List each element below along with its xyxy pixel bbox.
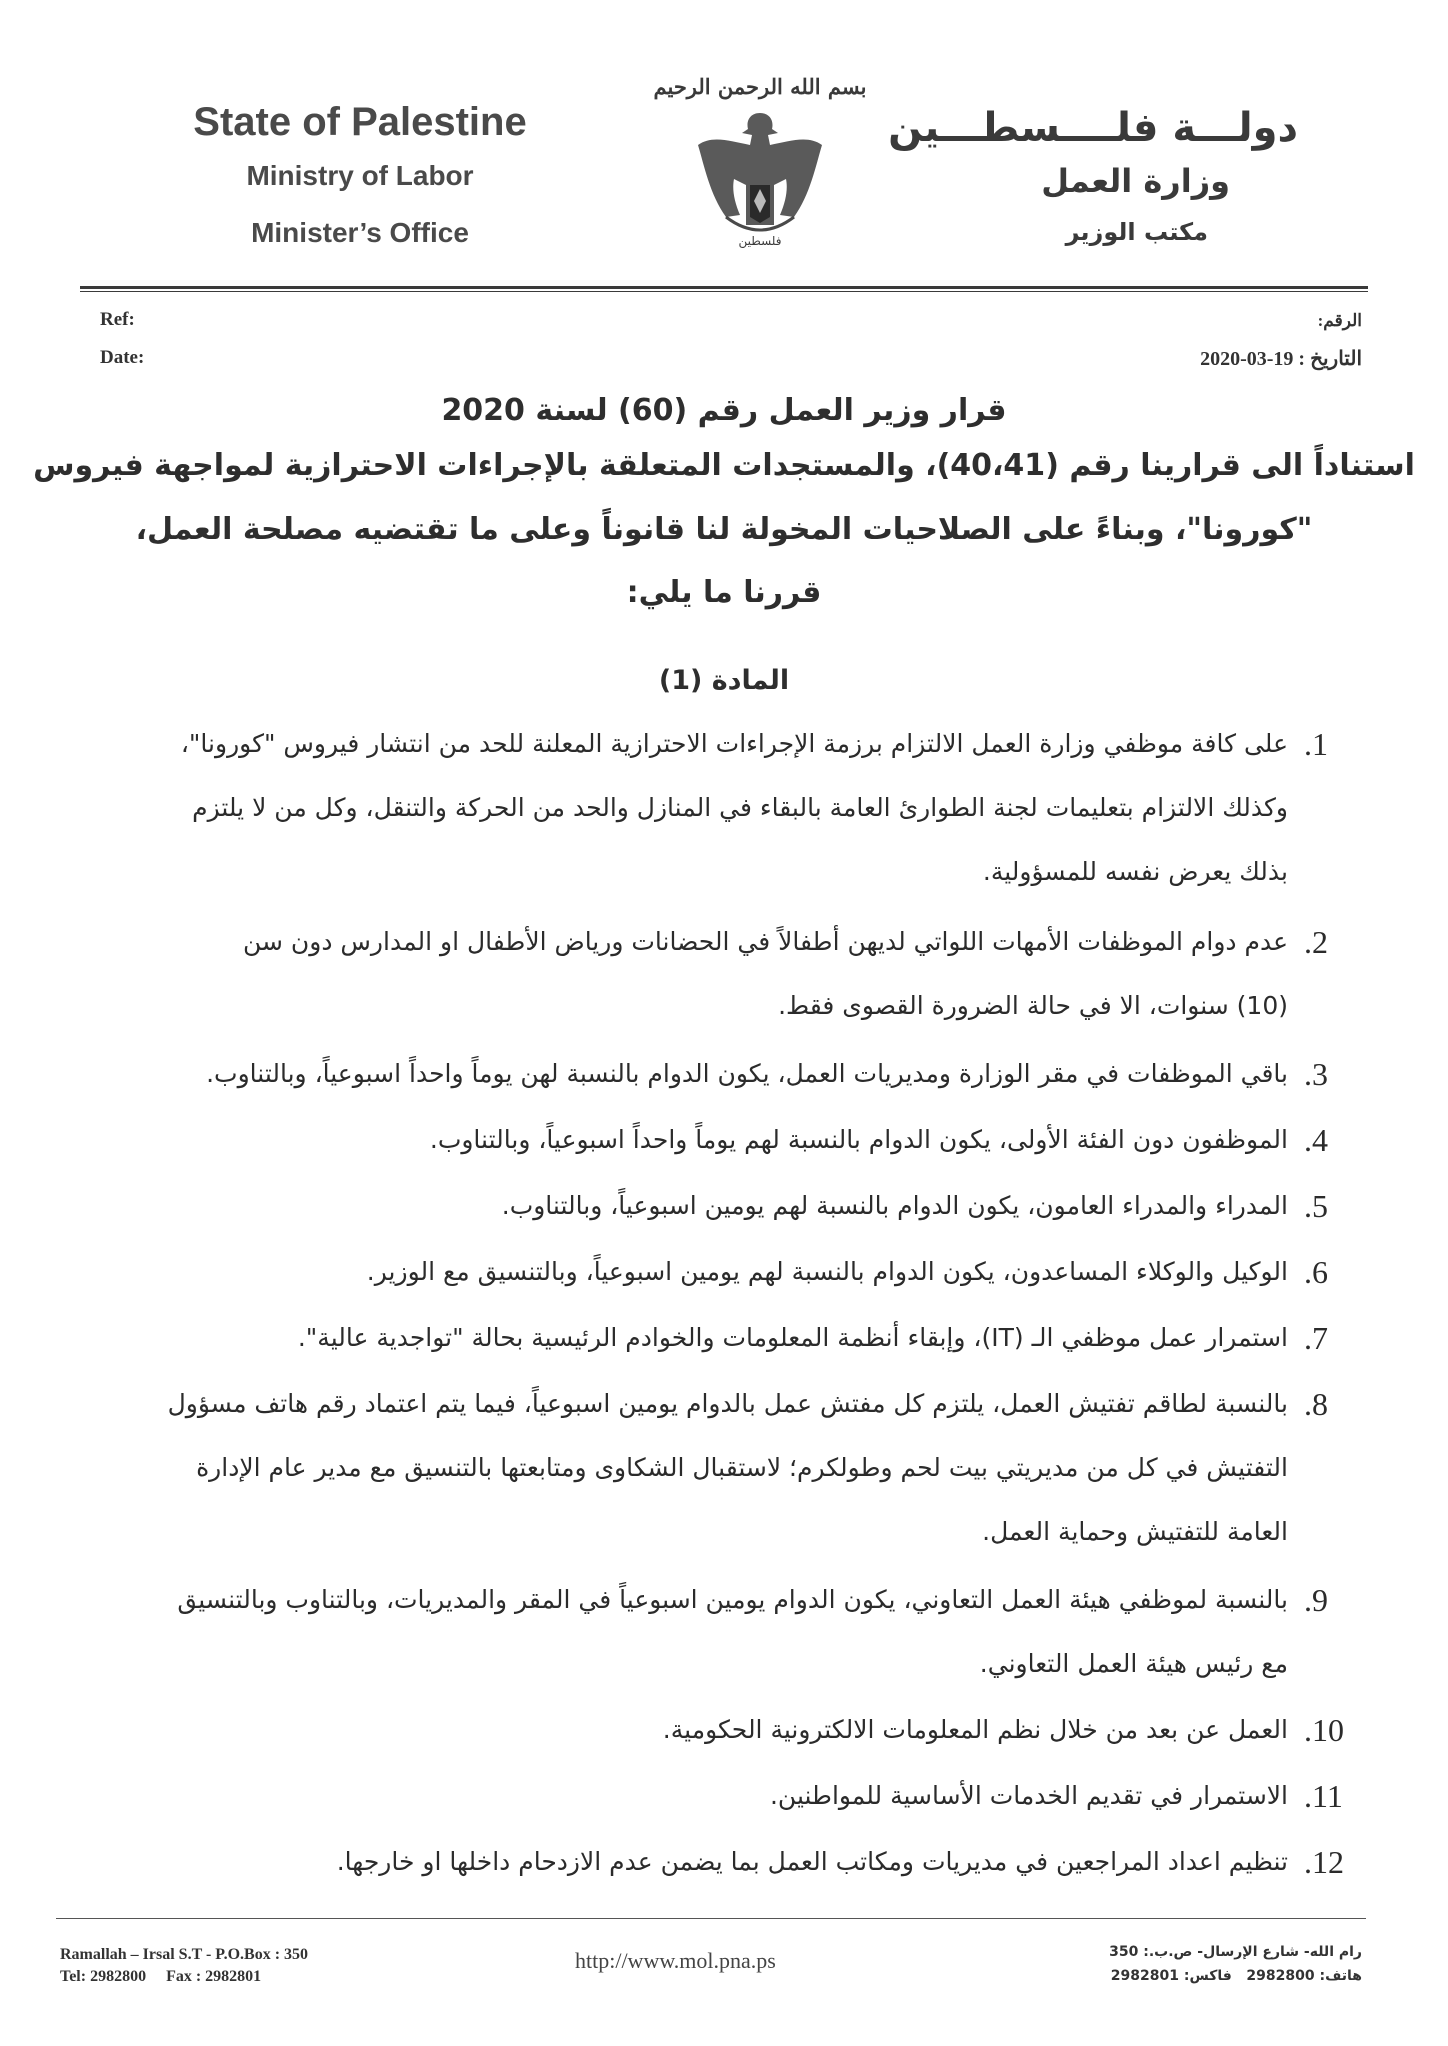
header-en-state: State of Palestine: [193, 100, 527, 144]
list-item: [100, 1042, 1348, 1106]
header-ar-state: دولـــة فلــــسطـــين: [888, 105, 1298, 151]
item-line: العامة للتفتيش وحماية العمل.: [982, 1517, 1288, 1546]
ref-label: Ref:: [100, 309, 135, 330]
header-divider-thin: [80, 291, 1368, 292]
item-line: الوكيل والوكلاء المساعدون، يكون الدوام بالنسبة لهم يومين اسبوعياً، وبالتنسيق مع الوزير.: [366, 1257, 1288, 1286]
item-line: باقي الموظفات في مقر الوزارة ومديريات العمل، يكون الدوام بالنسبة لهن يوماً واحداً اسبوعياً، وبالتناوب.: [206, 1059, 1288, 1088]
header-ar-office: مكتب الوزير: [1065, 218, 1208, 246]
item-number: 9.: [1304, 1582, 1328, 1618]
list-item: [100, 1698, 1348, 1762]
item-number: 4.: [1304, 1122, 1328, 1158]
item-line: الموظفون دون الفئة الأولى، يكون الدوام بالنسبة لهم يوماً واحداً اسبوعياً، وبالتناوب.: [429, 1125, 1288, 1154]
list-item: [100, 1568, 1348, 1696]
item-line: مع رئيس هيئة العمل التعاوني.: [979, 1649, 1288, 1678]
list-item: [100, 1108, 1348, 1172]
item-number: 2.: [1304, 924, 1328, 960]
list-item: [100, 1764, 1348, 1828]
footer-website-link[interactable]: http://www.mol.pna.ps: [575, 1948, 776, 1973]
item-number: 12.: [1304, 1844, 1344, 1880]
decision-title: قرار وزير العمل رقم (60) لسنة 2020: [441, 393, 1007, 428]
item-number: 11.: [1304, 1778, 1343, 1814]
decided-heading: قررنا ما يلي:: [626, 575, 822, 610]
item-number: 1.: [1304, 726, 1328, 762]
basmala: بسم الله الرحمن الرحيم: [653, 74, 867, 99]
item-line: تنظيم اعداد المراجعين في مديريات ومكاتب العمل بما يضمن عدم الازدحام داخلها او خارجها.: [336, 1847, 1288, 1876]
item-number: 3.: [1304, 1056, 1328, 1092]
date-label: Date:: [100, 347, 145, 368]
item-line: بالنسبة لموظفي هيئة العمل التعاوني، يكون الدوام يومين اسبوعياً في المقر والمديريات، وبالتناوب وبالتنسيق: [177, 1585, 1288, 1614]
item-line: التفتيش في كل من مديريتي بيت لحم وطولكرم؛ لاستقبال الشكاوى ومتابعتها بالتنسيق مع مدير عام الإدارة: [196, 1453, 1288, 1482]
list-item: [100, 1830, 1348, 1894]
item-line: (10) سنوات، الا في حالة الضرورة القصوى فقط.: [778, 991, 1288, 1020]
article-heading: المادة (1): [658, 665, 790, 696]
footer-address-en: Ramallah – Irsal S.T - P.O.Box : 350: [60, 1946, 309, 1963]
ref-label-ar: الرقم:: [1317, 311, 1362, 330]
item-line: بذلك يعرض نفسه للمسؤولية.: [982, 857, 1288, 886]
list-item: [100, 1240, 1348, 1304]
item-number: 6.: [1304, 1254, 1328, 1290]
item-line: الاستمرار في تقديم الخدمات الأساسية للمواطنين.: [769, 1781, 1288, 1810]
header-divider: [80, 286, 1368, 289]
list-item: [100, 1174, 1348, 1238]
header-ar-ministry: وزارة العمل: [1041, 162, 1230, 200]
item-line: المدراء والمدراء العامون، يكون الدوام بالنسبة لهم يومين اسبوعياً، وبالتناوب.: [501, 1191, 1288, 1220]
list-item: [100, 1372, 1348, 1564]
item-line: استمرار عمل موظفي الـ (IT)، وإبقاء أنظمة المعلومات والخوادم الرئيسية بحالة "تواجدية عالية".: [297, 1323, 1288, 1352]
header-en-office: Minister’s Office: [251, 217, 469, 248]
item-number: 5.: [1304, 1188, 1328, 1224]
emblem-caption: فلسطين: [738, 234, 782, 248]
list-item: [100, 1306, 1348, 1370]
list-item: [100, 910, 1348, 1038]
item-line: وكذلك الالتزام بتعليمات لجنة الطوارئ العامة بالبقاء في المنازل والحد من الحركة والتنقل، وكل من لا يلتزم: [192, 793, 1288, 822]
item-number: 10.: [1304, 1712, 1344, 1748]
date-value-ar: التاريخ : 19-03-2020: [1200, 348, 1362, 370]
item-line: على كافة موظفي وزارة العمل الالتزام برزمة الإجراءات الاحترازية المعلنة للحد من انتشار فيروس "كورونا"،: [180, 729, 1288, 758]
item-line: عدم دوام الموظفات الأمهات اللواتي لديهن أطفالاً في الحضانات ورياض الأطفال او المدارس دون سن: [242, 927, 1288, 956]
footer-phone-en: Tel: 2982800 Fax : 2982801: [60, 1968, 262, 1985]
footer-divider: [56, 1918, 1366, 1919]
preamble-line-2: "كورونا"، وبناءً على الصلاحيات المخولة لنا قانوناً وعلى ما تقتضيه مصلحة العمل،: [135, 512, 1313, 547]
item-line: بالنسبة لطاقم تفتيش العمل، يلتزم كل مفتش عمل بالدوام يومين اسبوعياً، فيما يتم اعتماد رقم هاتف مسؤول: [167, 1389, 1288, 1418]
item-line: العمل عن بعد من خلال نظم المعلومات الالكترونية الحكومية.: [662, 1715, 1288, 1744]
list-item: [100, 712, 1348, 904]
item-number: 8.: [1304, 1386, 1328, 1422]
footer-address-ar: رام الله- شارع الإرسال- ص.ب.: 350: [1109, 1944, 1362, 1960]
header-en-ministry: Ministry of Labor: [246, 160, 474, 191]
palestine-eagle-emblem-icon: [690, 105, 830, 255]
preamble-line-1: استناداً الى قرارينا رقم (40،41)، والمستجدات المتعلقة بالإجراءات الاحترازية لمواجهة فيروس: [33, 448, 1415, 483]
item-number: 7.: [1304, 1320, 1328, 1356]
footer-phone-ar: هاتف: 2982800 فاكس: 2982801: [1110, 1968, 1362, 1984]
